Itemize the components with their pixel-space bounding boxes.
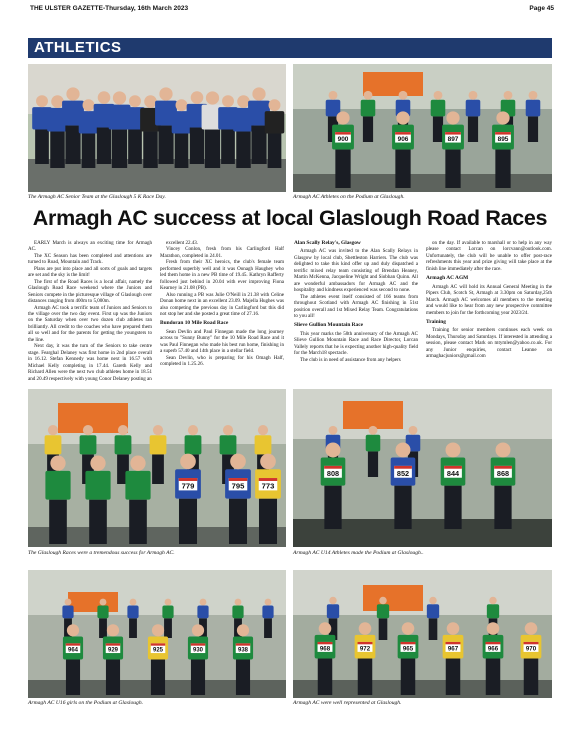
- athlete-head: [258, 425, 268, 435]
- athlete-head: [222, 95, 234, 107]
- athlete-jersey: [150, 435, 167, 454]
- athlete-head: [176, 99, 188, 111]
- race-bib-band: [401, 642, 416, 644]
- caption-u16-girls: Armagh AC U16 girls on the Podium at Glaslough.: [28, 700, 144, 706]
- athlete-head: [369, 426, 378, 435]
- article-paragraph: The club is in need of assistance from any helpers: [300, 356, 401, 363]
- article-paragraph: Plans are put into place and all sorts of goals and targets are set and the sky is the limit!: [28, 265, 152, 279]
- athlete-legs: [528, 116, 538, 142]
- athlete-head: [152, 624, 164, 636]
- athlete-legs: [486, 659, 501, 695]
- athlete-legs: [35, 129, 49, 164]
- athlete-legs: [236, 660, 250, 695]
- athlete-jersey: [255, 435, 272, 454]
- athlete-legs: [495, 150, 510, 188]
- athlete-jersey: [377, 604, 389, 618]
- photo-podium-athletes: [293, 64, 552, 192]
- athlete-head: [180, 454, 196, 470]
- race-bib-band: [495, 132, 511, 134]
- athlete-head: [260, 454, 276, 470]
- athlete-head: [446, 442, 461, 457]
- athlete-head: [98, 91, 111, 104]
- athlete-legs: [82, 133, 96, 168]
- athlete-legs: [251, 126, 266, 164]
- athlete-legs: [164, 618, 172, 638]
- athlete-head: [90, 456, 105, 471]
- athlete-legs: [191, 660, 205, 695]
- article-paragraph: EARLY March is always an exciting time for Armagh AC.: [28, 240, 152, 253]
- athlete-head: [237, 95, 250, 108]
- race-bib-band: [358, 642, 373, 644]
- athlete-legs: [363, 116, 373, 142]
- bib-number: 965: [402, 645, 414, 653]
- athlete-head: [192, 624, 204, 636]
- athlete-legs: [264, 618, 272, 638]
- athlete-legs: [446, 659, 461, 695]
- article-paragraph: Sean Devlin, who is preparing for his Omagh Half, completed in 1.25.26.: [160, 354, 284, 368]
- athlete-legs: [335, 150, 350, 188]
- article-paragraph: Training for senior members continues each week on Mondays, Thursday and Saturdays. If interested in attending a session, please contact Mark on mtymlen@yahoo.co.uk. For any Junior enquiries, contact Leanne on armaghacjuniors@gmail.com: [426, 327, 552, 360]
- athlete-head: [48, 425, 58, 435]
- athlete-head: [329, 597, 336, 604]
- athlete-head: [230, 454, 246, 470]
- athlete-legs: [433, 116, 443, 142]
- athlete-legs: [494, 486, 511, 529]
- athlete-head: [129, 95, 141, 107]
- bib-number: 897: [447, 136, 459, 144]
- subheading-bundoran: Bundoran 10 Mile Road Race: [160, 320, 229, 327]
- athlete-head: [469, 91, 478, 100]
- bib-number: 852: [396, 469, 410, 479]
- bib-number: 970: [525, 645, 537, 653]
- article-paragraph: Next day, it was the turn of the Seniors to take centre stage. Fearghal Delaney was first home in 2nd place overall in 16.12. Stefan Kennedy was home next in 16.57 with Michael Kelly completing in 17.44. Gareth Kelly and Richard Allen were the next two club athletes home in 18.51 and 20.49 respectively with young Conor Delaney posting an: [28, 343, 152, 382]
- athlete-head: [396, 442, 411, 457]
- athlete-legs: [143, 132, 158, 168]
- athlete-head: [402, 622, 415, 635]
- athlete-jersey: [220, 435, 237, 454]
- athlete-head: [235, 599, 242, 606]
- athlete-head: [165, 599, 172, 606]
- athlete-head: [153, 425, 163, 435]
- bib-number: 900: [337, 136, 349, 144]
- article-paragraph: Armagh AC will hold its Annual General Meeting in the Pipers Club, Scotch St, Armagh at 3.30pm on Saturday,25th March. Armagh AC welcomes all members to the meeting and would like to hear from any new prospective committee members to join for the forthcoming year 2023/24.: [426, 283, 552, 316]
- bib-number: 972: [359, 645, 371, 653]
- athlete-jersey: [327, 604, 339, 618]
- athlete-legs: [89, 500, 107, 544]
- athlete-legs: [151, 660, 165, 695]
- athlete-head: [223, 425, 233, 435]
- article-paragraph: Fresh from their XC heroics, the club's female team performed superbly well and it was Oonagh Haughey who led them home in a new PB time of 19.45. Kathryn Rafferty followed just behind in 20.04 with ever improving Fiona Kearney in 21.08 (PB).: [160, 259, 284, 292]
- athlete-legs: [468, 116, 478, 142]
- caption-senior-team: The Armagh AC Senior Team at the Glaslough 5 K Race Day.: [28, 194, 166, 200]
- athlete-head: [364, 91, 373, 100]
- article-paragraph: Vincey Conlon, fresh from his Carlingford Half Marathon, completed in 24.01.: [160, 246, 284, 259]
- bib-number: 930: [193, 647, 203, 654]
- athlete-head: [529, 91, 538, 100]
- bib-number: 844: [446, 469, 460, 479]
- athlete-legs: [128, 129, 142, 164]
- athlete-legs: [190, 128, 205, 164]
- athlete-jersey: [162, 605, 173, 618]
- caption-juniors-group: The Glaslough Races were a tremendous success for Armagh AC.: [28, 550, 175, 556]
- athlete-head: [206, 91, 219, 104]
- athlete-head: [107, 624, 119, 636]
- athlete-head: [329, 426, 338, 435]
- athlete-head: [200, 599, 207, 606]
- athlete-head: [489, 597, 496, 604]
- athlete-head: [159, 87, 172, 100]
- athlete-legs: [318, 659, 333, 695]
- athlete-head: [66, 87, 79, 100]
- article-paragraph: Also running a PB was Julie O'Neill in 21.38 with Celine Donan home next in an excellent 23.09. Majella Hughes was also competing the previous day in Carlingford but this did not stop her and she posted a great time of 27.16.: [160, 291, 284, 317]
- athlete-head: [118, 425, 128, 435]
- photo-juniors-group: [28, 389, 286, 547]
- athlete-jersey: [185, 435, 202, 454]
- athlete-legs: [259, 499, 277, 544]
- athlete-head: [83, 425, 93, 435]
- athlete-jersey: [125, 471, 150, 500]
- athlete-head: [50, 456, 65, 471]
- caption-u14-podium: Armagh AC U14 Athletes made the Podium at Glaslough..: [293, 550, 424, 556]
- athlete-legs: [229, 499, 247, 544]
- athlete-jersey: [265, 111, 285, 133]
- race-bib-band: [66, 643, 81, 645]
- athlete-legs: [268, 133, 282, 168]
- athlete-legs: [221, 129, 235, 164]
- subheading-agm: Armagh AC AGM: [426, 275, 469, 282]
- race-bib-band: [179, 478, 198, 481]
- athlete-legs: [152, 454, 164, 484]
- athlete-jersey: [232, 605, 243, 618]
- athlete-legs: [158, 126, 173, 164]
- athlete-head: [269, 99, 281, 111]
- athlete-head: [329, 91, 338, 100]
- bib-number: 795: [231, 481, 245, 491]
- athlete-head: [496, 442, 511, 457]
- athlete-jersey: [366, 435, 381, 452]
- race-bib-band: [191, 643, 206, 645]
- athlete-jersey: [45, 435, 62, 454]
- caption-podium-athletes: Armagh AC Athletes on the Podium at Glaslough.: [293, 194, 405, 200]
- article-paragraph: Sean Devlin and Paul Finnegan made the long journey across to "Sunny Bunny" for the 10 Mile Road Race and it was Paul Finnegan who made his best run home, finishing in a superb 57.40 and 14th place in a stellar field.: [160, 328, 284, 355]
- athlete-head: [100, 599, 107, 606]
- athlete-jersey: [97, 605, 108, 618]
- athlete-head: [429, 597, 436, 604]
- subheading-training: Training: [426, 318, 446, 325]
- athlete-legs: [179, 499, 197, 544]
- athlete-head: [336, 111, 349, 124]
- race-bib-band: [236, 643, 251, 645]
- athlete-head: [319, 622, 332, 635]
- athlete-legs: [379, 618, 388, 640]
- bib-number: 925: [153, 647, 163, 654]
- athlete-head: [191, 91, 204, 104]
- athlete-legs: [205, 130, 220, 168]
- athlete-legs: [66, 660, 80, 695]
- athlete-legs: [99, 618, 107, 638]
- publication-date: THE ULSTER GAZETTE-Thursday, 16th March 2023: [30, 5, 189, 12]
- race-bib-band: [106, 643, 121, 645]
- athlete-head: [487, 622, 500, 635]
- article-column-4: [426, 240, 552, 360]
- athlete-legs: [429, 618, 438, 640]
- athlete-head: [113, 91, 126, 104]
- race-bib-band: [524, 642, 539, 644]
- athlete-head: [265, 599, 272, 606]
- article-headline: Armagh AC success at local Glaslough Road Races: [32, 206, 548, 230]
- athlete-jersey: [361, 100, 376, 117]
- article-column-3: [294, 240, 418, 363]
- race-bib-band: [445, 132, 461, 134]
- bib-number: 906: [397, 136, 409, 144]
- athlete-legs: [394, 486, 411, 529]
- athlete-head: [496, 111, 509, 124]
- section-banner: [28, 38, 552, 58]
- athlete-head: [504, 91, 513, 100]
- athlete-head: [525, 622, 538, 635]
- athlete-jersey: [431, 100, 446, 117]
- athlete-head: [396, 111, 409, 124]
- athlete-legs: [112, 130, 127, 168]
- race-bib-band: [486, 642, 501, 644]
- athlete-legs: [175, 133, 189, 168]
- article-column-1: [28, 240, 152, 382]
- section-title: ATHLETICS: [34, 39, 122, 56]
- subheading-slieve-gullion: Slieve Gullion Mountain Race: [294, 322, 364, 329]
- article-paragraph: excellent 22.43.: [166, 240, 199, 246]
- photo-u16-girls: [28, 570, 286, 698]
- athlete-head: [65, 599, 72, 606]
- bib-number: 779: [181, 481, 195, 491]
- athlete-legs: [368, 451, 378, 477]
- athlete-legs: [445, 150, 460, 188]
- photo-u14-podium: [293, 389, 552, 547]
- article-paragraph: Armagh AC took a terrific team of Juniors and Seniors to the village over the two day event. First up was the Juniors on the Saturday when over two dozen club athletes ran brilliantly. All credit to the coaches who have prepared them all so well and for the parents for getting the youngsters to the line.: [28, 304, 152, 343]
- bib-number: 895: [497, 136, 509, 144]
- athlete-head: [399, 91, 408, 100]
- athlete-head: [67, 624, 79, 636]
- bib-number: 968: [319, 645, 331, 653]
- article-paragraph: on the day. If available to marshall or to help in any way please contact Lorcan on lorcvann@outlook.com. Unfortunately, the club will be unable to offer post-race refreshments this year and prize giving will take place at the finish line immediately after the race.: [426, 240, 552, 272]
- athlete-jersey: [127, 605, 138, 618]
- athlete-jersey: [80, 435, 97, 454]
- bib-number: 967: [447, 645, 459, 653]
- athlete-jersey: [427, 604, 439, 618]
- athlete-jersey: [487, 604, 499, 618]
- article-paragraph: Armagh AC was invited to the Alan Scally Relays in Glasgow by local club, Shettleston Harriers. The club was delighted to take this kind offer up and duly dispatched a terrific mixed relay team consisting of Brendan Heaney, Martin McKenna, Jacqueline Wright and Siobhan Quinn. All are wonderful ambassadors for Armagh AC and the hospitality and kindness experienced was second to none.: [294, 248, 418, 294]
- athlete-legs: [97, 128, 112, 164]
- athlete-legs: [324, 486, 341, 529]
- athlete-jersey: [115, 435, 132, 454]
- athlete-legs: [50, 132, 65, 168]
- bib-number: 938: [238, 647, 248, 654]
- athlete-head: [83, 99, 95, 111]
- article-column-2: [160, 240, 284, 368]
- article-paragraph: The first of the Road Races is a local affair, namely the Glaslough Road Race weekend where the Juniors and Seniors compete in the picturesque village of Glaslough over distances ranging from 400m to 5,000m.: [28, 278, 152, 305]
- athlete-legs: [65, 126, 80, 164]
- page-number: Page 45: [529, 5, 554, 12]
- athlete-legs: [358, 659, 373, 695]
- athlete-legs: [106, 660, 120, 695]
- athlete-head: [434, 91, 443, 100]
- race-bib-band: [335, 132, 351, 134]
- article-paragraph: The athletes event itself consisted of 166 teams from throughout Scotland with Armagh AC finishing in 51st position overall and 1st Mixed Relay Team. Congratulations to you all!: [294, 293, 418, 319]
- athlete-head: [144, 95, 157, 108]
- article-paragraph: The XC Season has been completed and attentions are turned to Road, Mountain and Track.: [28, 252, 152, 266]
- athlete-jersey: [466, 100, 481, 117]
- athlete-head: [326, 442, 341, 457]
- athlete-jersey: [45, 471, 70, 500]
- athlete-head: [188, 425, 198, 435]
- athlete-jersey: [262, 605, 273, 618]
- caption-well-represented: Armagh AC were well represented at Glaslough.: [293, 700, 402, 706]
- athlete-head: [237, 624, 249, 636]
- bib-number: 966: [487, 645, 499, 653]
- bib-number: 964: [68, 647, 78, 654]
- bib-number: 808: [326, 469, 340, 479]
- athlete-head: [409, 426, 418, 435]
- race-bib-band: [318, 642, 333, 644]
- bib-number: 868: [496, 469, 510, 479]
- race-bib-band: [395, 132, 411, 134]
- athlete-jersey: [62, 605, 73, 618]
- race-bib-band: [446, 642, 461, 644]
- athlete-legs: [129, 618, 137, 638]
- athlete-legs: [236, 132, 251, 168]
- athlete-head: [379, 597, 386, 604]
- athlete-head: [446, 111, 459, 124]
- athlete-jersey: [85, 471, 110, 500]
- athlete-legs: [49, 500, 67, 544]
- bib-number: 773: [261, 481, 275, 491]
- athlete-head: [447, 622, 460, 635]
- athlete-head: [36, 95, 48, 107]
- athlete-legs: [524, 659, 539, 695]
- subheading-glasgow: Alan Scally Relay's, Glasgow: [294, 240, 361, 246]
- athlete-legs: [129, 500, 147, 544]
- athlete-head: [51, 95, 64, 108]
- athlete-head: [252, 87, 265, 100]
- athlete-head: [130, 456, 145, 471]
- athlete-legs: [395, 150, 410, 188]
- race-bib-band: [151, 643, 166, 645]
- bib-number: 929: [108, 647, 118, 654]
- race-bib-band: [259, 478, 278, 481]
- athlete-legs: [444, 486, 461, 529]
- race-bib-band: [229, 478, 248, 481]
- athlete-head: [130, 599, 137, 606]
- athlete-jersey: [197, 605, 208, 618]
- photo-senior-team: [28, 64, 286, 192]
- athlete-jersey: [526, 100, 541, 117]
- photo-well-represented: [293, 570, 552, 698]
- article-paragraph: This year marks the 50th anniversary of the Armagh AC Slieve Gullion Mountain Race and Race Director, Lorcan Vallely reports that he is expecting another high-quality field for the March18 spectacle.: [294, 330, 418, 357]
- page-header: [0, 0, 580, 14]
- athlete-head: [359, 622, 372, 635]
- athlete-legs: [401, 659, 416, 695]
